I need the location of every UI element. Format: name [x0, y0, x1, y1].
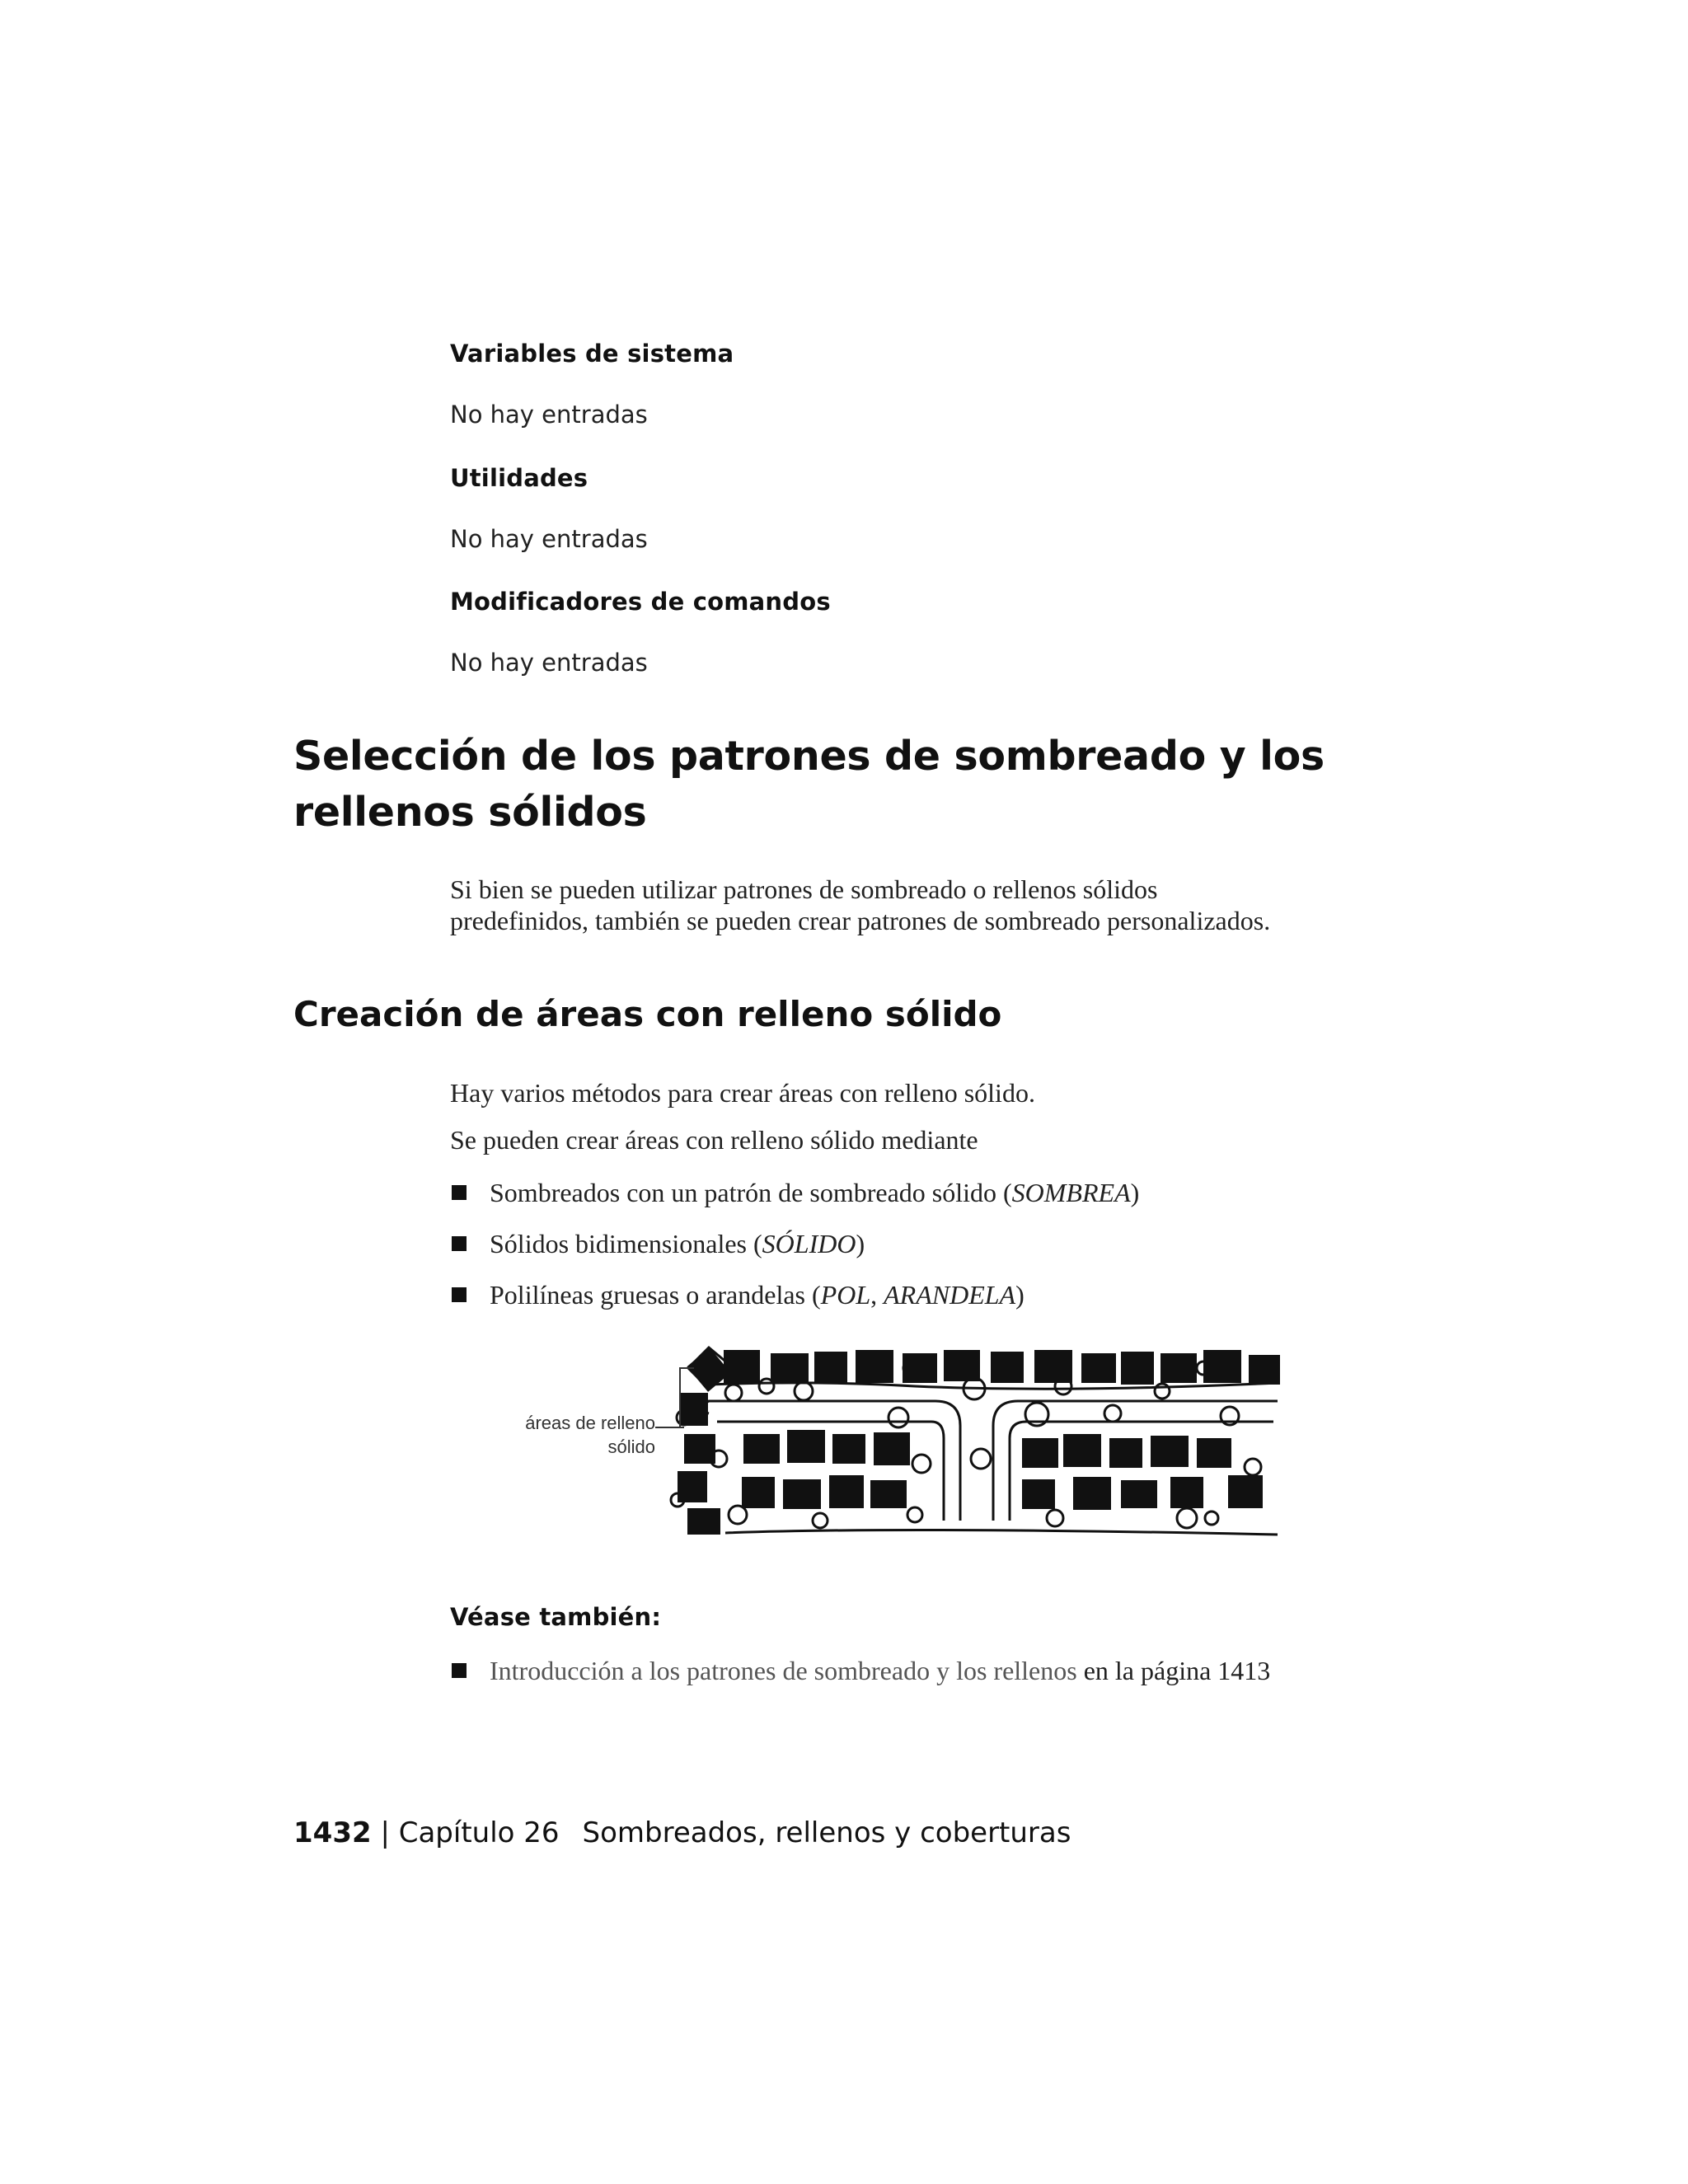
section-text-modificadores: No hay entradas [450, 649, 648, 677]
command-name: SÓLIDO [762, 1229, 856, 1258]
page-number: 1432 [293, 1816, 372, 1849]
page-title-line2: rellenos sólidos [293, 789, 647, 836]
list-item [452, 1655, 1270, 1686]
command-name: POL [820, 1280, 871, 1310]
square-bullet-icon [452, 1663, 467, 1678]
figure-callout-label [503, 1411, 655, 1459]
command-name: SOMBREA [1011, 1178, 1131, 1207]
section-heading-utilidades: Utilidades [450, 464, 588, 492]
solid-fill-figure [486, 1335, 1294, 1549]
section-title-creation: Creación de áreas con relleno sólido [293, 994, 1002, 1034]
section-heading-variables: Variables de sistema [450, 340, 734, 368]
square-bullet-icon [452, 1287, 467, 1302]
square-bullet-icon [452, 1236, 467, 1251]
figure-label-line1: áreas de relleno [525, 1413, 655, 1433]
list-item [452, 1228, 865, 1259]
square-bullet-icon [452, 1185, 467, 1200]
see-also-text: Introducción a los patrones de sombreado y los rellenos en la página 1413 [490, 1656, 1271, 1685]
command-name: ARANDELA [884, 1280, 1016, 1310]
selection-paragraph-line2: predefinidos, también se pueden crear patrones de sombreado personalizados. [450, 906, 1271, 935]
footer-chapter-title: Sombreados, rellenos y coberturas [582, 1816, 1071, 1849]
see-also-heading: Véase también: [450, 1603, 662, 1631]
section-text-utilidades: No hay entradas [450, 525, 648, 553]
figure-label-line2: sólido [607, 1436, 655, 1457]
creation-intro-1: Hay varios métodos para crear áreas con relleno sólido. [450, 1078, 1035, 1108]
selection-paragraph-line1: Si bien se pueden utilizar patrones de sombreado o rellenos sólidos [450, 874, 1158, 904]
section-heading-modificadores: Modificadores de comandos [450, 588, 831, 616]
bullet-text: Polilíneas gruesas o arandelas (POL, ARANDELA) [490, 1280, 1025, 1310]
section-text-variables: No hay entradas [450, 401, 648, 429]
footer-chapter: Capítulo 26 [398, 1816, 560, 1849]
page-title [293, 729, 1325, 841]
list-item [452, 1177, 1139, 1208]
selection-paragraph [450, 874, 1270, 936]
see-also-link[interactable]: Introducción a los patrones de sombreado y los rellenos [490, 1656, 1077, 1685]
list-item [452, 1279, 1025, 1310]
page-title-line1: Selección de los patrones de sombreado y los [293, 733, 1325, 780]
creation-intro-2: Se pueden crear áreas con relleno sólido mediante [450, 1125, 978, 1155]
bullet-text: Sólidos bidimensionales (SÓLIDO) [490, 1229, 865, 1258]
footer-separator: | [371, 1816, 399, 1849]
page-footer [293, 1816, 1071, 1849]
bullet-text: Sombreados con un patrón de sombreado sólido (SOMBREA) [490, 1178, 1140, 1207]
